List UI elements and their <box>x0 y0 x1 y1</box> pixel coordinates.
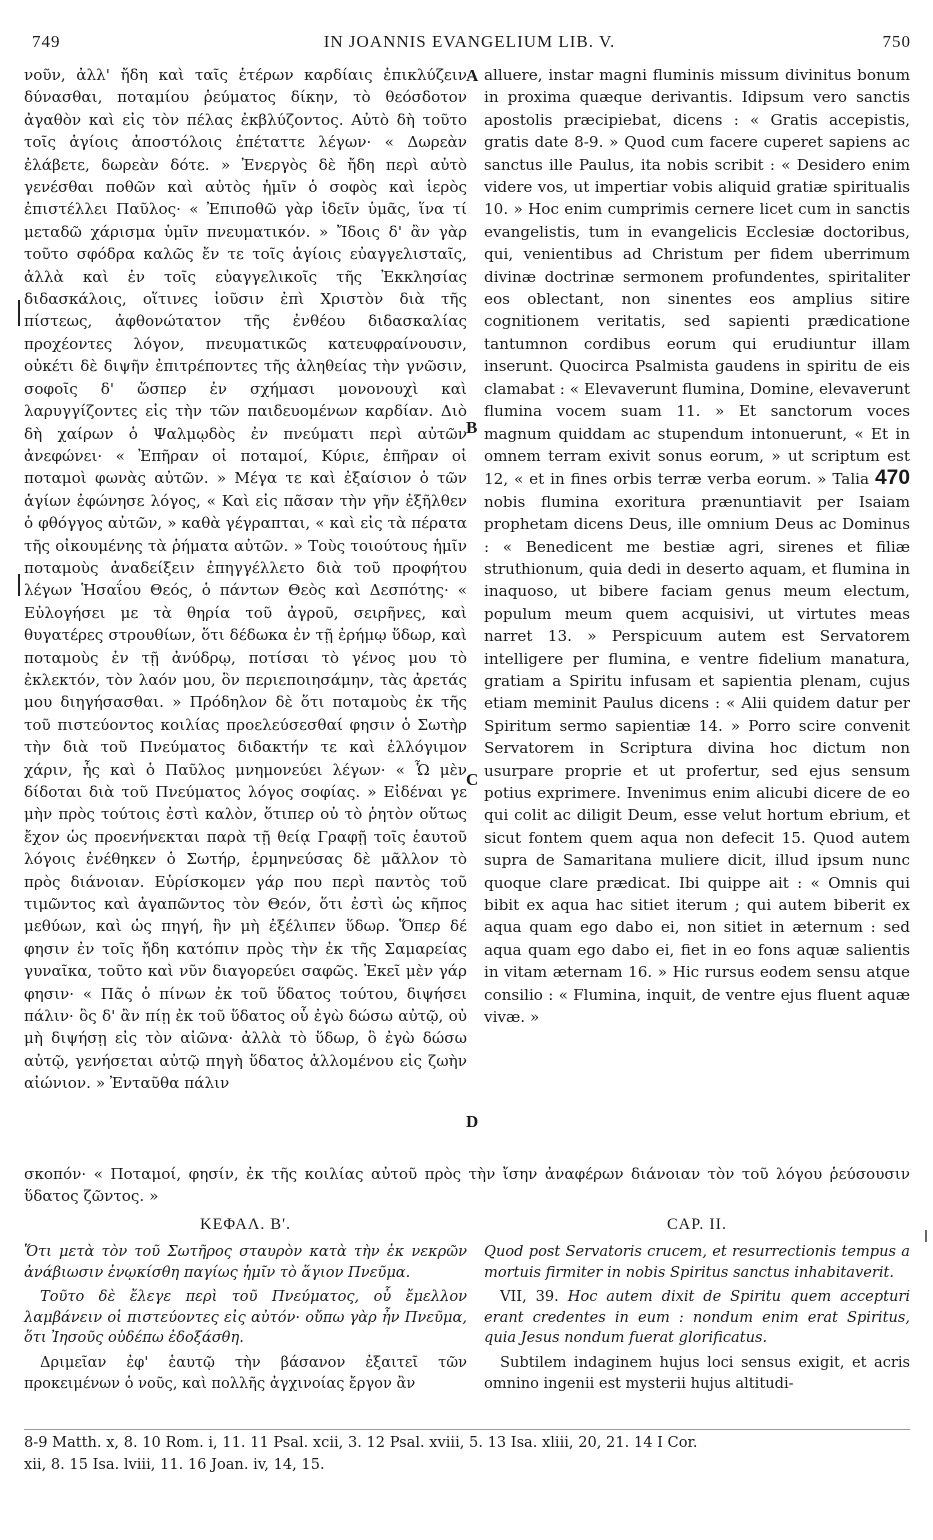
greek-column <box>24 64 467 1095</box>
latin-text-part2: nobis flumina exoritura prænuntiavit per Isaiam prophetam dicens Deus, ille omnium Deus ac Dominus : « Benedicent me bestiæ agri, sirenes et filiæ struthionum, quia dedi in deserto aquam, et flumina in inaquoso, ut bibere faciam genus meum electum, populum meum quem acquisivi, ut virtutes meas narret 13. » Perspicuum autem est Servatorem intelligere per flumina, e ventre fidelium manatura, gratiam a Spiritu infusam et sapientia plenam, cujus etiam meminit Paulus dicens : « Alii quidem datur per Spiritum sermo sapientiæ 14. » Porro scire convenit Servatorem in Scriptura divina hoc dictum non usurpare proprie et ut profertur, sed ejus sensum potius exprimere. Invenimus enim alicubi dicere de eo qui colit ac diligit Deum, esse velut hortum ebrium, et sicut fontem quem aqua non defecit 15. Quod autem supra de Samaritana muliere dicit, illud ipsum nunc quoque clare prædicat. Ibi quippe ait : « Omnis qui bibit ex aqua hac sitiet iterum ; qui autem biberit ex aqua quam ego dabo ei, non sitiet in æternum : sed aqua quam ego dabo ei, fiet in eo fons aquæ salientis in vitam æternam 16. » Hic rursus eodem sensu atque consilio : « Flumina, inquit, de ventre ejus fluent aquæ vivæ. » <box>484 492 910 1027</box>
verse-text: Hoc autem dixit de Spiritu quem accepturi erant credentes in eum : nondum enim erat Spiritus, quia Jesus nondum fuerat glorificatus. <box>484 1288 911 1347</box>
section-marker-d: D <box>466 1112 479 1131</box>
chapter-text-latin: Subtilem indaginem hujus loci sensus exigit, et acris omnino ingenii est mysterii hujus altitudi- <box>484 1353 910 1392</box>
latin-column <box>484 64 910 1028</box>
latin-text-part1: alluere, instar magni fluminis missum divinitus bonum in proxima quæque derivantis. Idipsum vero sanctis apostolis præcipiebat, dicens : « Gratis accepistis, gratis date 8-9. » Quod cum facere cuperet sapiens ac sanctus ille Paulus, ita nobis scribit : « Desidero enim videre vos, ut impertiar vobis aliquid gratiæ spiritualis 10. » Hoc enim cumprimis cernere licet cum in sanctis evangelistis, tum in evangelicis Ecclesiæ doctoribus, qui, venientibus ad Christum per fidem uberrimum divinæ doctrinæ sermonem profundentes, spiritaliter eos oblectant, non sinentes eos amplius sitire cognitionem veritatis, sed sapienti prædicatione tantumnon cordibus eorum qui erudiuntur illam inserunt. Quocirca Psalmista gaudens in spiritu de eis clamabat : « Elevaverunt flumina, Domine, elevaverunt flumina vocem suam 11. » Et sanctorum voces magnum quiddam ac stupendum intonuerunt, « Et in omnem terram exivit sonus eorum, » ut scriptum est 12, « et in fines orbis terræ verba eorum. » Talia <box>484 66 910 489</box>
greek-text: νοῦν, ἀλλ' ἤδη καὶ ταῖς ἑτέρων καρδίαις ἐπικλύζειν δύνασθαι, ποταμίου ῥεύματος δίκην, τὸ θεόσδοτον ἀγαθὸν καὶ εἰς τὸν πέλας ἐκβλύζοντος. Αὐτὸ δὴ τοῦτο τοῖς ἁγίοις ἀποστόλοις ἐπέταττε λέγων· « Δωρεὰν ἐλάβετε, δωρεὰν δότε. » Ἐνεργὸς δὲ ἤδη περὶ αὐτὸ γενέσθαι ποθῶν καὶ αὐτὸς ἡμῖν ὁ σοφὸς καὶ ἱερὸς ἐπιστέλλει Παῦλος· « Ἐπιποθῶ γὰρ ἰδεῖν ὑμᾶς, ἵνα τί μεταδῶ χάρισμα ὑμῖν πνευματικόν. » Ἴδοις δ' ἂν γὰρ τοῦτο σφόδρα καλῶς ἔν τε τοῖς ἁγίοις εὐαγγελισταῖς, ἀλλὰ καὶ ἐν τοῖς εὐαγγελικοῖς τῆς Ἐκκλησίας διδασκάλοις, οἵτινες ἰοῦσιν ἐπὶ Χριστὸν διὰ τῆς πίστεως, ἀφθονώτατον τῆς ἐνθέου διδασκαλίας προχέοντες λόγον, πνευματικῶς κατευφραίνουσιν, οὐκέτι δὲ διψῆν ἐπιτρέποντες τῆς ἀληθείας τὴν γνῶσιν, σοφοῖς δ' ὥσπερ ἐν σχήμασι μονονουχὶ καὶ λαρυγγίζοντες εἰς τὴν τῶν παιδευομένων καρδίαν. Διὸ δὴ χαίρων ὁ Ψαλμῳδὸς ἐν πνεύματι περὶ αὐτῶν ἀνεφώνει· « Ἐπῆραν οἱ ποταμοί, Κύριε, ἐπῆραν οἱ ποταμοὶ φωνὰς αὐτῶν. » Μέγα τε καὶ ἐξαίσιον ὁ τῶν ἁγίων ἐφώνησε λόγος, « Καὶ εἰς πᾶσαν τὴν γῆν ἐξῆλθεν ὁ φθόγγος αὐτῶν, » καθὰ γέγραπται, « καὶ εἰς τὰ πέρατα τῆς οἰκουμένης τὰ ῥήματα αὐτῶν. » Τοὺς τοιούτους ἡμῖν ποταμοὺς ἀναδείξειν ἐπηγγέλλετο διὰ τοῦ προφήτου λέγων Ἡσαΐου Θεός, ὁ πάντων Θεὸς καὶ Δεσπότης· « Εὐλογήσει με τὰ θηρία τοῦ ἀγροῦ, σειρῆνες, καὶ θυγατέρες στρουθίων, ὅτι δέδωκα ἐν τῇ ἐρήμῳ ὕδωρ, καὶ ποταμοὺς ἐν τῇ ἀνύδρῳ, ποτίσαι τὸ γένος μου τὸ ἐκλεκτόν, τὸν λαόν μου, ὃν περιεποιησάμην, τὰς ἀρετάς μου διηγήσασθαι. » Πρόδηλον δὲ ὅτι ποταμοὺς ἐκ τῆς τοῦ πιστεύοντος κοιλίας προελεύσεσθαί φησιν ὁ Σωτὴρ τὴν διὰ τοῦ Πνεύματος διδακτήν τε καὶ ἐλλόγιμον χάριν, ἧς καὶ ὁ Παῦλος μνημονεύει λέγων· « Ὧ μὲν δίδοται διὰ τοῦ Πνεύματος λόγος σοφίας. » Εἰδέναι γε μὴν πρὸς τούτοις ἐστὶ καλὸν, ὅτιπερ οὐ τὸ ῥητὸν οὕτως ἔχον ὡς προενήνεκται παρὰ τῇ θείᾳ Γραφῇ τοῖς ἑαυτοῦ λόγοις ἐνέθηκεν ὁ Σωτήρ, ἑρμηνεύσας δὲ μᾶλλον τὸ πρὸς διάνοιαν. Εὑρίσκομεν γάρ που περὶ παντὸς τοῦ τιμῶντος καὶ ἀγαπῶντος τὸν Θεόν, ὅτι ἐστὶ ὡς κῆπος μεθύων, καὶ ὡς πηγή, ἣν μὴ ἐξέλιπεν ὕδωρ. Ὅπερ δέ φησιν ἐν τοῖς ἤδη κατόπιν πρὸς τὴν ἐκ τῆς Σαμαρείας γυναῖκα, τοῦτο καὶ νῦν διαγορεύει σαφῶς. Ἐκεῖ μὲν γάρ φησιν· « Πᾶς ὁ πίνων ἐκ τοῦ ὕδατος τούτου, διψήσει πάλιν· ὃς δ' ἂν πίῃ ἐκ τοῦ ὕδατος οὗ ἐγὼ δώσω αὐτῷ, οὐ μὴ διψήσῃ εἰς τὸν αἰῶνα· ἀλλὰ τὸ ὕδωρ, ὃ ἐγὼ δώσω αὐτῷ, γενήσεται αὐτῷ πηγὴ ὕδατος ἁλλομένου εἰς ζωὴν αἰώνιον. » Ἐνταῦθα πάλιν <box>24 66 467 1093</box>
chapter-heading-greek: ΚΕΦΑΛ. Β'. <box>200 1216 291 1233</box>
chapter-heading-latin: CAP. II. <box>666 1216 727 1233</box>
chapter-text-greek: Δριμεῖαν ἐφ' ἑαυτῷ τὴν βάσανον ἐξαιτεῖ τῶν προκειμένων ὁ νοῦς, καὶ πολλῆς ἀγχινοίας ἔργον ἂν <box>24 1353 467 1392</box>
section-marker-a: A <box>466 66 479 85</box>
running-header <box>22 32 917 56</box>
margin-mark <box>925 1230 927 1242</box>
chapter-subtitle-greek: Ὅτι μετὰ τὸν τοῦ Σωτῆρος σταυρὸν κατὰ τὴν ἐκ νεκρῶν ἀνάβιωσιν ἐνῳκίσθη παγίως ἡμῖν τὸ ἅγιον Πνεῦμα. <box>24 1243 467 1281</box>
margin-bar-1 <box>18 300 20 326</box>
footnote-rule <box>24 1429 910 1430</box>
original-page-marker: 470 <box>874 466 911 490</box>
page-number-right: 750 <box>882 32 911 51</box>
section-marker-b: B <box>466 418 478 437</box>
verse-reference: VII, 39. <box>500 1288 559 1306</box>
margin-bar-2 <box>18 574 20 596</box>
page-number-left: 749 <box>32 32 61 51</box>
latin-text <box>484 64 910 1028</box>
chapter-greek-body <box>24 1242 467 1398</box>
chapter-verse-latin <box>484 1287 910 1349</box>
bridging-line: σκοπόν· « Ποταμοί, φησίν, ἐκ τῆς κοιλίας αὐτοῦ πρὸς τὴν ἴσην ἀναφέρων διάνοιαν τὸν τοῦ λόγου ῥεύσουσιν ὕδατος ζῶντος. » <box>24 1165 910 1206</box>
footnotes-line-2: xii, 8. 15 Isa. lviii, 11. 16 Joan. iv, 14, 15. <box>24 1456 325 1473</box>
running-title: IN JOANNIS EVANGELIUM LIB. V. <box>323 32 616 51</box>
footnotes <box>24 1432 910 1476</box>
chapter-verse-greek: Τοῦτο δὲ ἔλεγε περὶ τοῦ Πνεύματος, οὗ ἔμελλον λαμβάνειν οἱ πιστεύοντες εἰς αὐτόν· οὔπω γὰρ ἦν Πνεῦμα, ὅτι Ἰησοῦς οὐδέπω ἐδοξάσθη. <box>24 1288 467 1347</box>
section-marker-c: C <box>466 770 479 789</box>
chapter-latin-body <box>484 1242 910 1398</box>
chapter-subtitle-latin: Quod post Servatoris crucem, et resurrectionis tempus a mortuis firmiter in nobis Spiritus sanctus inhabitaverit. <box>484 1243 910 1281</box>
footnotes-line-1: 8-9 Matth. x, 8. 10 Rom. i, 11. 11 Psal. xcii, 3. 12 Psal. xviii, 5. 13 Isa. xliii, 20, 21. 14 I Cor. <box>24 1434 698 1451</box>
